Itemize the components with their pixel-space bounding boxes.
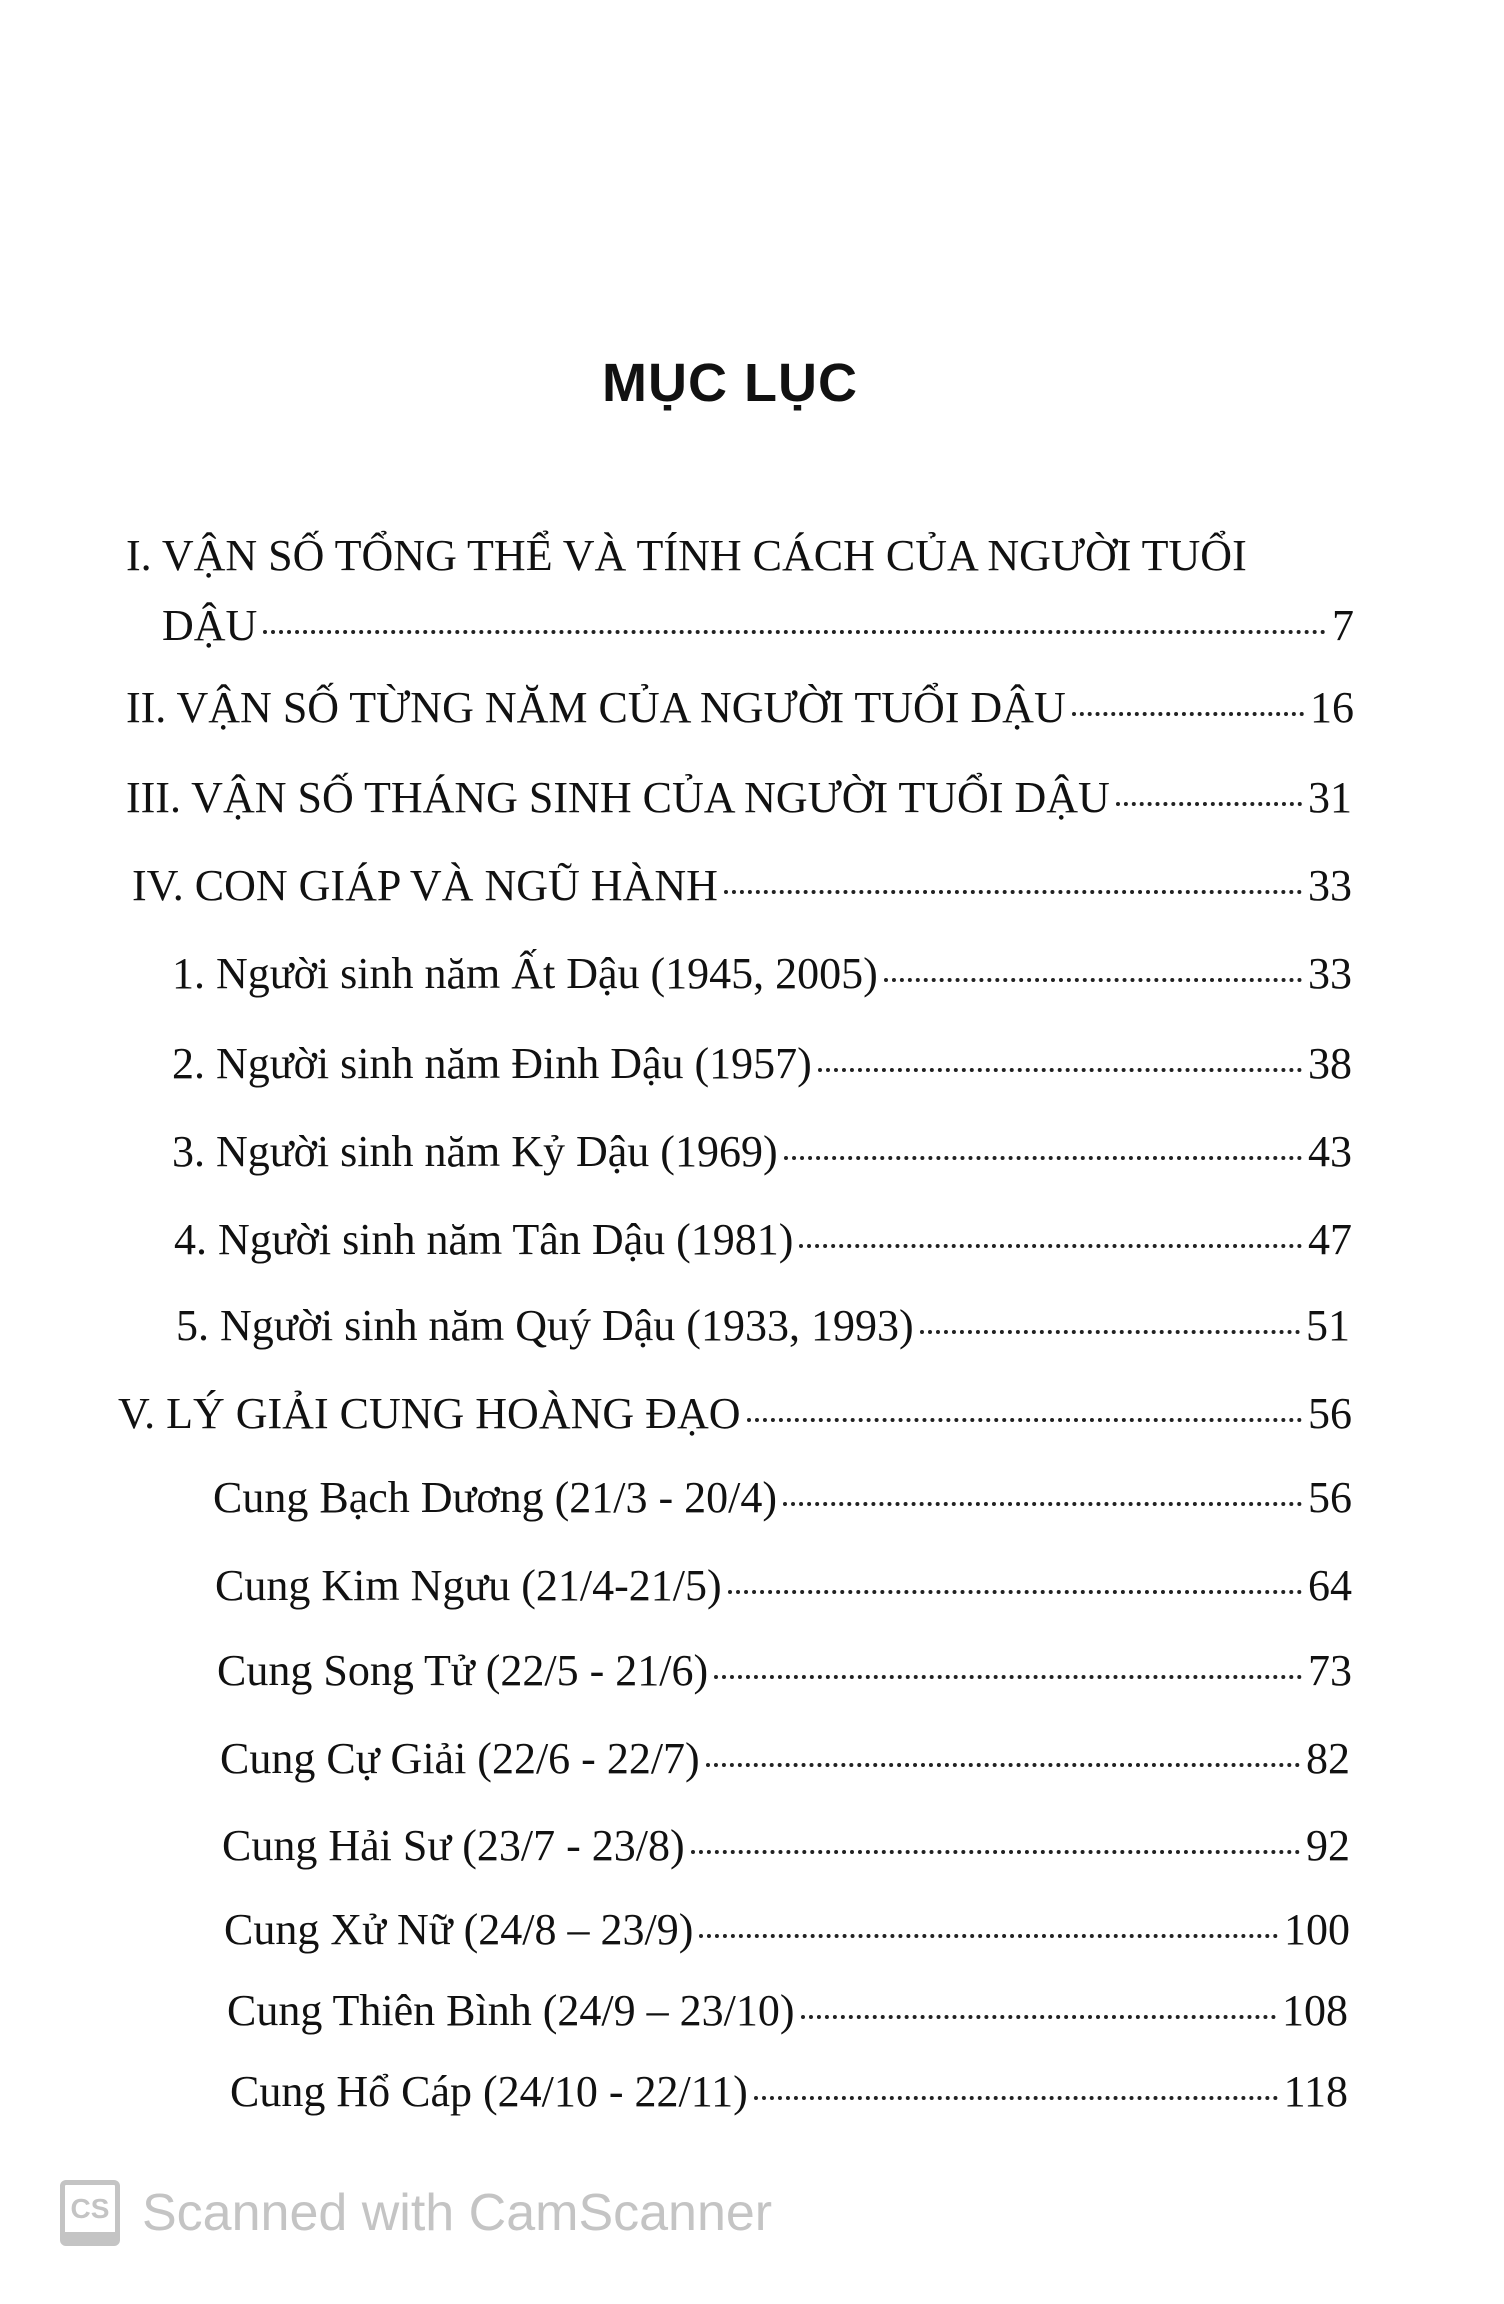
toc-entry-label: Cung Bạch Dương (21/3 - 20/4) <box>213 1473 778 1522</box>
toc-entry-label: Cung Song Tử (22/5 - 21/6) <box>217 1646 709 1695</box>
toc-entry-17[interactable] <box>227 1985 1348 2036</box>
dot-leader <box>706 1763 1300 1767</box>
toc-entry-label: Cung Hổ Cáp (24/10 - 22/11) <box>230 2067 748 2116</box>
toc-entry-3[interactable] <box>126 772 1352 823</box>
toc-entry-label: Cung Kim Ngưu (21/4-21/5) <box>215 1561 722 1610</box>
dot-leader <box>747 1418 1303 1422</box>
toc-entry-12[interactable] <box>215 1560 1352 1611</box>
toc-page-number: 64 <box>1308 1561 1352 1610</box>
toc-entry-label: V. LÝ GIẢI CUNG HOÀNG ĐẠO <box>118 1389 741 1438</box>
toc-entry-1-label: I. VẬN SỐ TỔNG THỂ VÀ TÍNH CÁCH CỦA NGƯỜI TUỔI <box>126 531 1247 580</box>
toc-entry-label: Cung Hải Sư (23/7 - 23/8) <box>222 1821 685 1870</box>
dot-leader <box>714 1675 1302 1679</box>
toc-entry-15[interactable] <box>222 1820 1350 1871</box>
dot-leader <box>884 978 1302 982</box>
toc-entry-label: 4. Người sinh năm Tân Dậu (1981) <box>174 1215 794 1264</box>
toc-entry-label: Cung Xử Nữ (24/8 – 23/9) <box>224 1905 694 1954</box>
toc-page-number: 7 <box>1332 601 1354 650</box>
toc-entry-label: DẬU <box>162 601 258 650</box>
toc-entry-14[interactable] <box>220 1733 1350 1784</box>
toc-entry-label: 3. Người sinh năm Kỷ Dậu (1969) <box>172 1127 778 1176</box>
camscanner-logo-icon: CS <box>60 2180 120 2246</box>
toc-page-number: 43 <box>1308 1127 1352 1176</box>
dot-leader <box>691 1850 1300 1854</box>
toc-entry-label: II. VẬN SỐ TỪNG NĂM CỦA NGƯỜI TUỔI DẬU <box>126 683 1066 732</box>
toc-page-number: 31 <box>1308 773 1352 822</box>
dot-leader <box>818 1068 1302 1072</box>
toc-entry-label: Cung Cự Giải (22/6 - 22/7) <box>220 1734 700 1783</box>
toc-entry-label: 2. Người sinh năm Đinh Dậu (1957) <box>172 1039 812 1088</box>
dot-leader <box>783 1502 1302 1506</box>
toc-page-number: 38 <box>1308 1039 1352 1088</box>
toc-page-number: 73 <box>1308 1646 1352 1695</box>
toc-entry-label: III. VẬN SỐ THÁNG SINH CỦA NGƯỜI TUỔI DẬU <box>126 773 1110 822</box>
toc-entry-8[interactable] <box>174 1214 1352 1265</box>
toc-entry-5[interactable] <box>172 948 1352 999</box>
camscanner-watermark <box>60 2180 772 2246</box>
toc-entry-1[interactable] <box>162 600 1354 651</box>
toc-entry-4[interactable] <box>132 860 1352 911</box>
toc-page-number: 118 <box>1283 2067 1348 2116</box>
toc-entry-7[interactable] <box>172 1126 1352 1177</box>
dot-leader <box>784 1156 1302 1160</box>
toc-entry-18[interactable] <box>230 2066 1348 2117</box>
toc-entry-10[interactable] <box>118 1388 1352 1439</box>
dot-leader <box>754 2096 1278 2100</box>
toc-entry-label: 1. Người sinh năm Ất Dậu (1945, 2005) <box>172 949 878 998</box>
toc-page-number: 56 <box>1308 1473 1352 1522</box>
toc-entry-label: Cung Thiên Bình (24/9 – 23/10) <box>227 1986 795 2035</box>
toc-page-number: 16 <box>1310 683 1354 732</box>
toc-page-number: 92 <box>1306 1821 1350 1870</box>
toc-page-number: 56 <box>1308 1389 1352 1438</box>
toc-entry-13[interactable] <box>217 1645 1352 1696</box>
toc-page-number: 47 <box>1308 1215 1352 1264</box>
dot-leader <box>728 1590 1302 1594</box>
toc-entry-2[interactable] <box>126 682 1354 733</box>
toc-entry-9[interactable] <box>176 1300 1350 1351</box>
watermark-text: Scanned with CamScanner <box>142 2184 773 2242</box>
dot-leader <box>1072 712 1304 716</box>
toc-page-number: 108 <box>1282 1986 1348 2035</box>
toc-entry-label: 5. Người sinh năm Quý Dậu (1933, 1993) <box>176 1301 914 1350</box>
toc-entry-16[interactable] <box>224 1904 1350 1955</box>
toc-page-number: 100 <box>1284 1905 1350 1954</box>
dot-leader <box>801 2015 1276 2019</box>
toc-page-number: 82 <box>1306 1734 1350 1783</box>
dot-leader <box>699 1934 1278 1938</box>
page-title: MỤC LỤC <box>602 353 858 413</box>
toc-page-number: 33 <box>1308 861 1352 910</box>
toc-page-number: 33 <box>1308 949 1352 998</box>
dot-leader <box>920 1330 1300 1334</box>
toc-entry-11[interactable] <box>213 1472 1352 1523</box>
dot-leader <box>263 630 1326 634</box>
dot-leader <box>724 890 1302 894</box>
toc-page-number: 51 <box>1306 1301 1350 1350</box>
dot-leader <box>1116 802 1302 806</box>
toc-entry-label: IV. CON GIÁP VÀ NGŨ HÀNH <box>132 861 718 910</box>
dot-leader <box>799 1244 1302 1248</box>
toc-entry-6[interactable] <box>172 1038 1352 1089</box>
